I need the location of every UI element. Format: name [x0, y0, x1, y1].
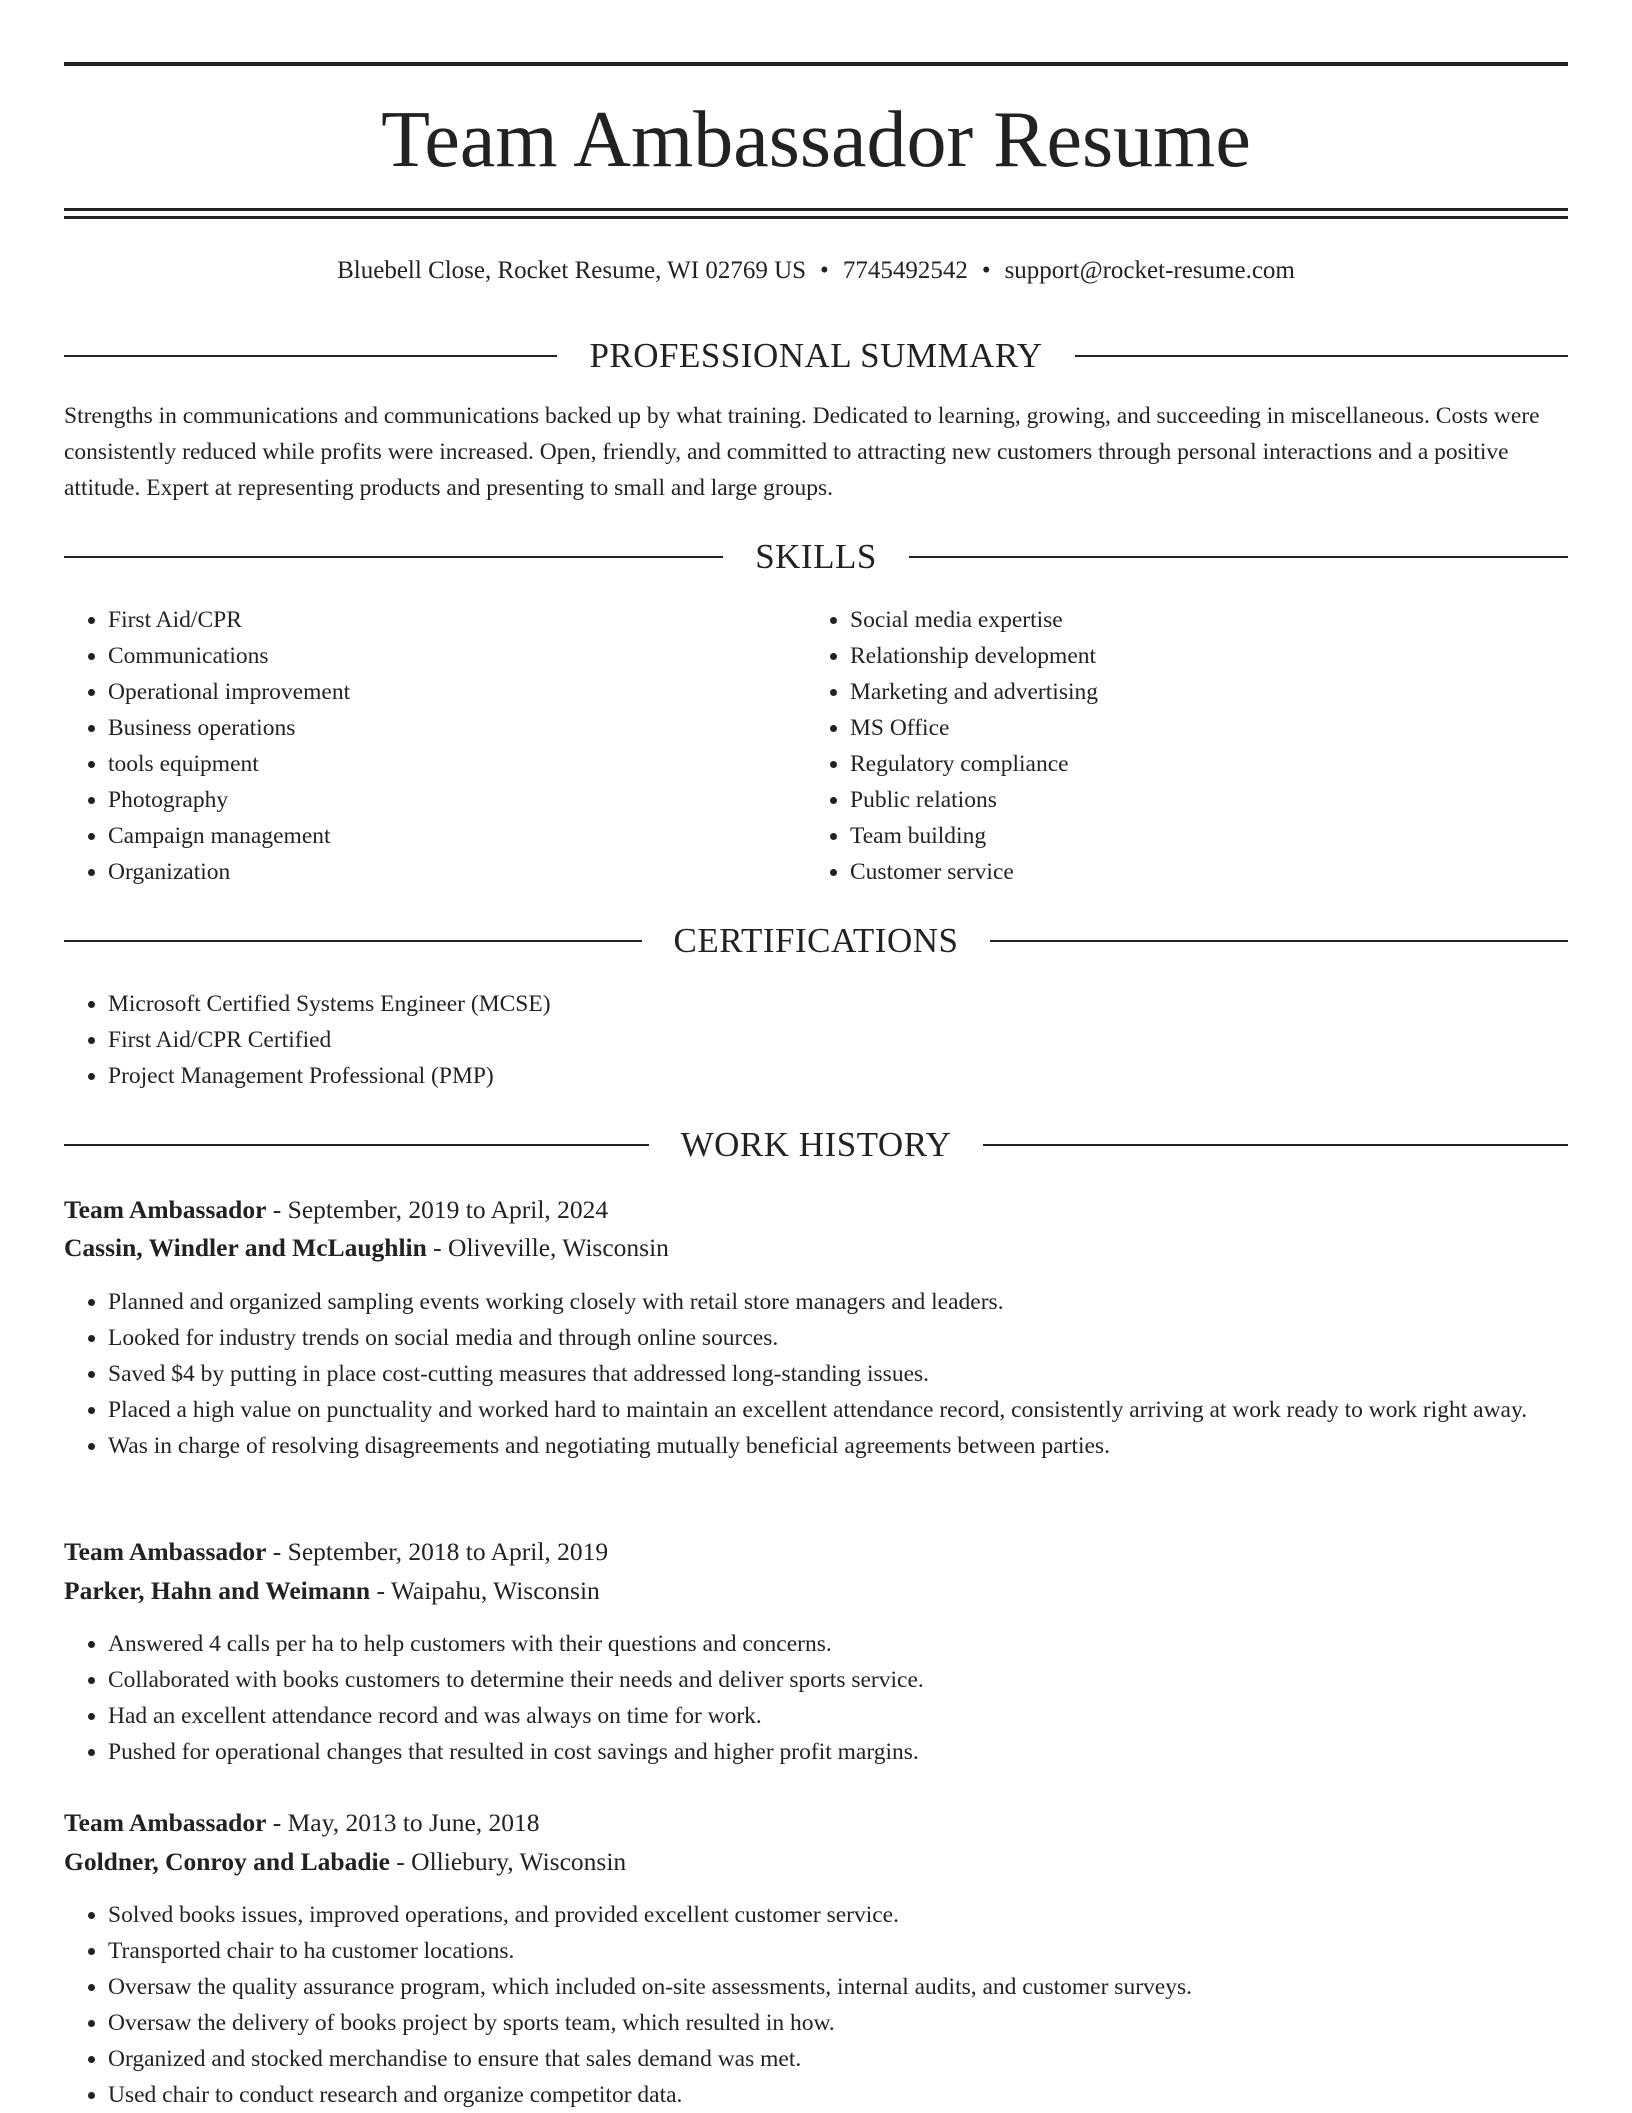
section-heading-certifications	[64, 919, 1568, 963]
skill-item: • Regulatory compliance	[850, 746, 1550, 782]
certification-item: • Microsoft Certified Systems Engineer (MCSE)	[108, 986, 1568, 1022]
header-double-rule-lower	[64, 216, 1568, 219]
section-heading-summary	[64, 334, 1568, 378]
skill-item: • Business operations	[108, 710, 808, 746]
job-bullet: • Pushed for operational changes that resulted in cost savings and higher profit margins.	[108, 1734, 1612, 1770]
skill-item: • Communications	[108, 638, 808, 674]
header-double-rule-upper	[64, 208, 1568, 211]
job-bullet: • Transported chair to ha customer locations.	[108, 1933, 1612, 1969]
job-bullet: • Answered 4 calls per ha to help customers with their questions and concerns.	[108, 1626, 1612, 1662]
job-bullet: • Used chair to conduct research and organize competitor data.	[108, 2077, 1612, 2113]
job-location: - Oliveville, Wisconsin	[426, 1233, 669, 1262]
job-bullets	[64, 1284, 1612, 1464]
skill-item: • Campaign management	[108, 818, 808, 854]
job-title-line	[64, 1804, 1568, 1842]
job-bullets	[64, 1897, 1612, 2113]
certification-item: • First Aid/CPR Certified	[108, 1022, 1568, 1058]
job-bullet: • Was in charge of resolving disagreements and negotiating mutually beneficial agreements between parties.	[108, 1428, 1612, 1464]
job-title: Team Ambassador	[64, 1195, 267, 1224]
job-bullet: • Oversaw the delivery of books project by sports team, which resulted in how.	[108, 2005, 1612, 2041]
heading-rule-left	[64, 1144, 649, 1146]
skill-item: • Operational improvement	[108, 674, 808, 710]
skill-item: • Public relations	[850, 782, 1550, 818]
job-bullets	[64, 1626, 1612, 1770]
contact-separator: •	[820, 257, 829, 284]
section-title: WORK HISTORY	[680, 1125, 952, 1164]
heading-rule-right	[1075, 355, 1568, 357]
job-title: Team Ambassador	[64, 1537, 267, 1566]
job-bullet: • Saved $4 by putting in place cost-cutting measures that addressed long-standing issues.	[108, 1356, 1612, 1392]
job-company: Goldner, Conroy and Labadie	[64, 1847, 390, 1876]
job-title-line	[64, 1533, 1568, 1571]
job-location: - Waipahu, Wisconsin	[370, 1576, 600, 1605]
skill-item: • Team building	[850, 818, 1550, 854]
certifications-list	[64, 986, 1568, 1094]
contact-phone: 7745492542	[842, 257, 968, 284]
job-title: Team Ambassador	[64, 1808, 267, 1837]
contact-separator: •	[981, 257, 991, 284]
heading-rule-left	[64, 556, 723, 558]
section-title: SKILLS	[755, 537, 877, 576]
job-company-line	[64, 1572, 1568, 1610]
skill-item: • Photography	[108, 782, 808, 818]
job-bullet: • Had an excellent attendance record and was always on time for work.	[108, 1698, 1612, 1734]
contact-address: Bluebell Close, Rocket Resume, WI 02769 US	[337, 257, 807, 284]
skill-item: • Social media expertise	[850, 602, 1550, 638]
skills-list-left	[64, 602, 808, 890]
job-bullet: • Planned and organized sampling events working closely with retail store managers and leaders.	[108, 1284, 1612, 1320]
job-company: Parker, Hahn and Weimann	[64, 1576, 371, 1605]
section-heading-skills	[64, 535, 1568, 579]
job-bullet: • Organized and stocked merchandise to ensure that sales demand was met.	[108, 2041, 1612, 2077]
header-top-rule	[64, 62, 1568, 66]
skills-list-right	[806, 602, 1550, 890]
job-bullet: • Placed a high value on punctuality and worked hard to maintain an excellent attendance record, consistently arriving at work ready to work right away.	[108, 1392, 1612, 1428]
job-location: - Olliebury, Wisconsin	[389, 1847, 627, 1876]
heading-rule-left	[64, 355, 557, 357]
heading-rule-right	[983, 1144, 1568, 1146]
job-bullet: • Looked for industry trends on social media and through online sources.	[108, 1320, 1612, 1356]
skill-item: • Customer service	[850, 854, 1550, 890]
job-dates: - May, 2013 to June, 2018	[266, 1808, 540, 1837]
resume-title: Team Ambassador Resume	[381, 96, 1251, 184]
contact-line	[0, 252, 1632, 290]
job-bullet: • Oversaw the quality assurance program, which included on-site assessments, internal audits, and customer surveys.	[108, 1969, 1612, 2005]
skill-item: • Organization	[108, 854, 808, 890]
contact-email: support@rocket-resume.com	[1004, 257, 1295, 284]
skill-item: • Marketing and advertising	[850, 674, 1550, 710]
section-title: PROFESSIONAL SUMMARY	[589, 336, 1043, 375]
heading-rule-right	[909, 556, 1568, 558]
job-company-line	[64, 1843, 1568, 1881]
heading-rule-right	[990, 940, 1568, 942]
skill-item: • Relationship development	[850, 638, 1550, 674]
job-bullet: • Solved books issues, improved operations, and provided excellent customer service.	[108, 1897, 1612, 1933]
summary-text: Strengths in communications and communications backed up by what training. Dedicated to learning, growing, and succeeding in miscellaneous. Costs were consistently reduced while profits were increased. Open, friendly, and committed to attracting new customers through personal interactions and a positive attitude. Expert at representing products and presenting to small and large groups.	[64, 403, 1540, 501]
job-company-line	[64, 1229, 1568, 1267]
certification-item: • Project Management Professional (PMP)	[108, 1058, 1568, 1094]
skill-item: • First Aid/CPR	[108, 602, 808, 638]
job-bullet: • Collaborated with books customers to determine their needs and deliver sports service.	[108, 1662, 1612, 1698]
job-company: Cassin, Windler and McLaughlin	[64, 1233, 427, 1262]
section-title: CERTIFICATIONS	[673, 921, 959, 960]
skill-item: • tools equipment	[108, 746, 808, 782]
heading-rule-left	[64, 940, 642, 942]
skill-item: • MS Office	[850, 710, 1550, 746]
job-title-line	[64, 1191, 1568, 1229]
job-dates: - September, 2019 to April, 2024	[266, 1195, 609, 1224]
job-dates: - September, 2018 to April, 2019	[266, 1537, 609, 1566]
section-heading-work-history	[64, 1123, 1568, 1167]
